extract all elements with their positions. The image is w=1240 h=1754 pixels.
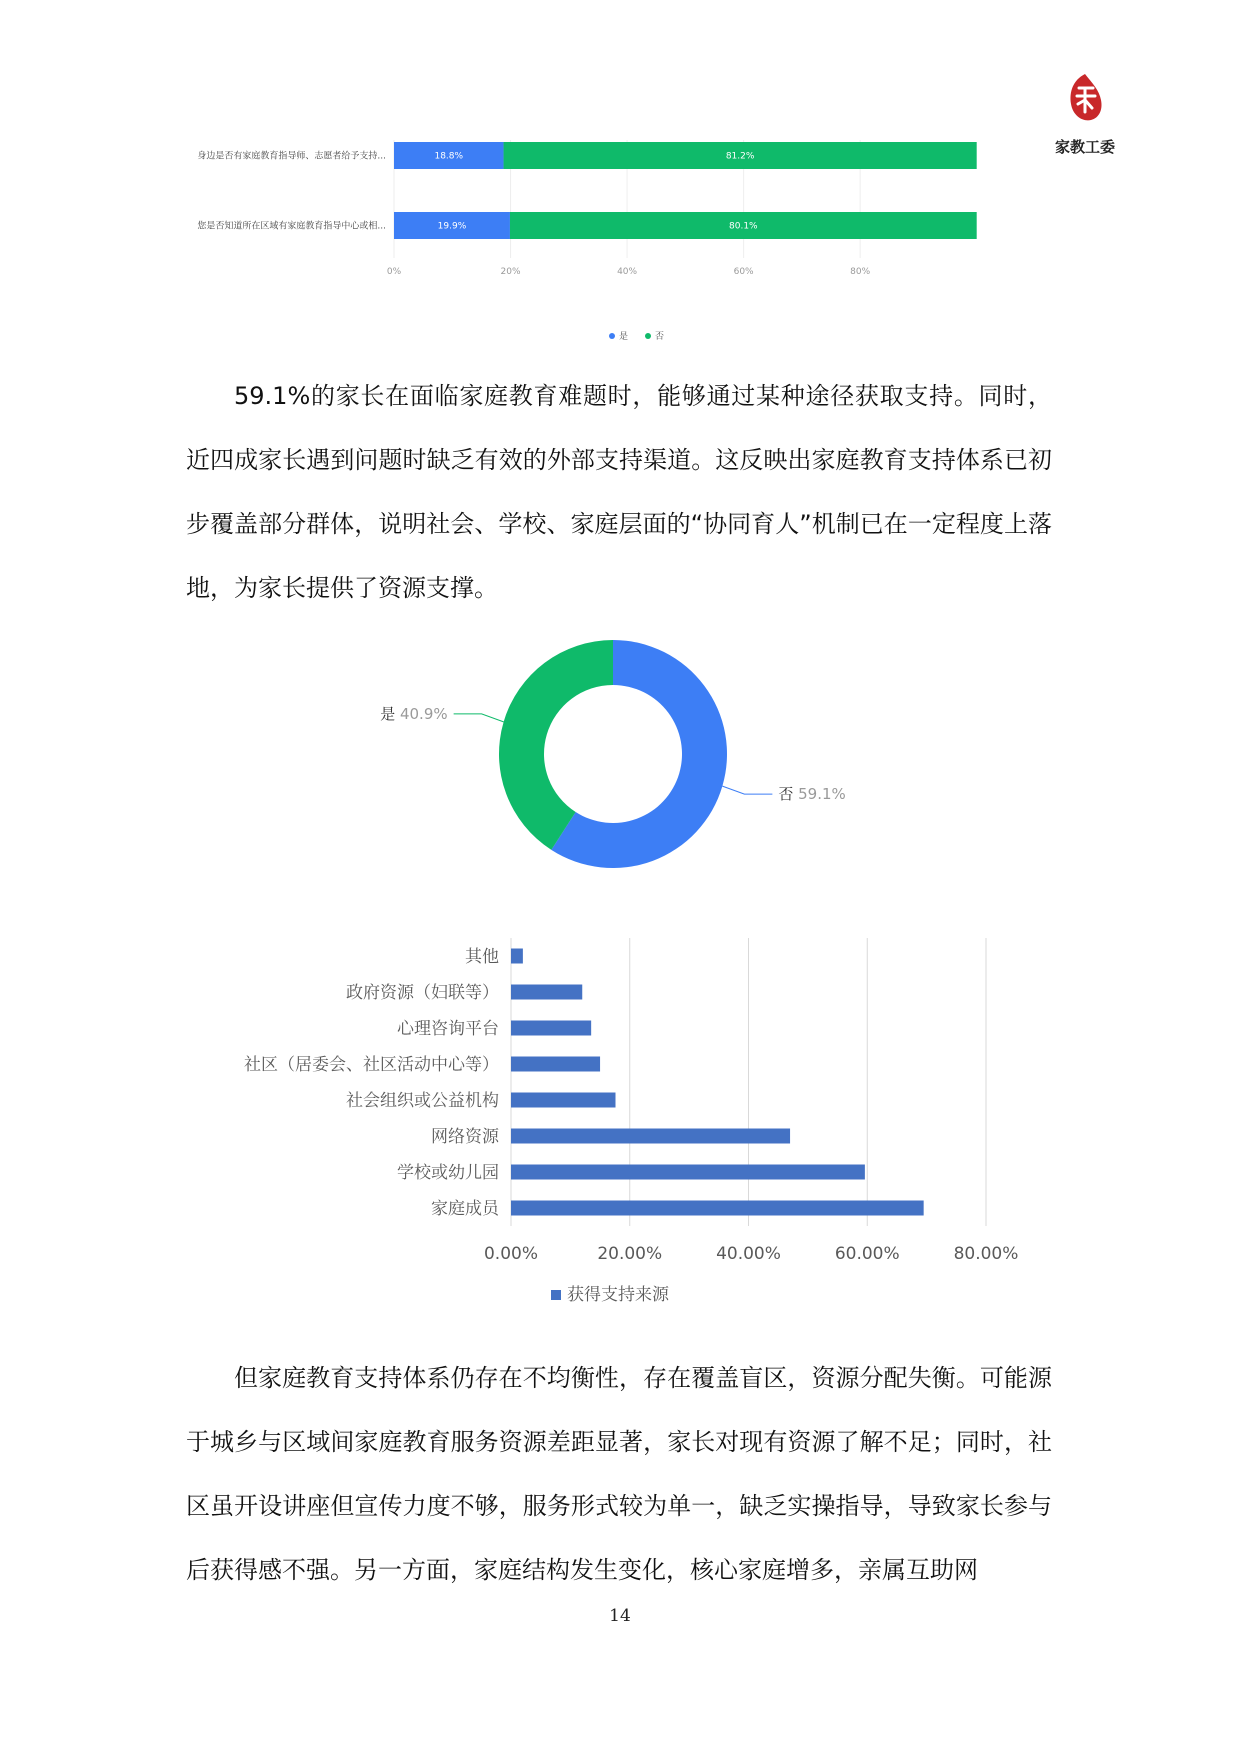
legend-label: 获得支持来源 bbox=[567, 1285, 669, 1305]
x-tick-label: 0.00% bbox=[483, 1244, 539, 1264]
bar bbox=[511, 1201, 924, 1216]
legend-marker bbox=[551, 1290, 561, 1300]
logo-text: 家教工委 bbox=[1054, 138, 1115, 156]
paragraph-2: 但家庭教育支持体系仍存在不均衡性，存在覆盖盲区，资源分配失衡。可能源于城乡与区域间家庭教育服务资源差距显著，家长对现有资源了解不足；同时，社区虽开设讲座但宣传力度不够，服务形式较为单一，缺乏实操指导，导致家长参与后获得感不强。另一方面，家庭结构发生变化，核心家庭增多，亲属互助网 bbox=[186, 1364, 1052, 1584]
bar bbox=[511, 1057, 600, 1072]
category-label: 学校或幼儿园 bbox=[397, 1163, 499, 1183]
legend-marker bbox=[645, 333, 651, 339]
stacked-bar-chart bbox=[180, 140, 1040, 350]
x-tick-label: 60% bbox=[733, 267, 754, 277]
category-label: 社区（居委会、社区活动中心等） bbox=[244, 1055, 499, 1075]
legend-marker bbox=[609, 333, 615, 339]
logo bbox=[1040, 72, 1130, 157]
donut-slice bbox=[499, 640, 613, 850]
leader-line bbox=[454, 714, 504, 722]
x-tick-label: 80% bbox=[850, 267, 871, 277]
category-label: 网络资源 bbox=[431, 1127, 499, 1147]
bar bbox=[511, 1093, 616, 1108]
donut-chart bbox=[380, 630, 860, 880]
data-label: 18.8% bbox=[434, 151, 464, 162]
category-label: 身边是否有家庭教育指导师、志愿者给予支持... bbox=[197, 151, 386, 162]
category-label: 其他 bbox=[465, 947, 499, 967]
legend-label: 否 bbox=[655, 332, 665, 342]
bar bbox=[511, 1129, 790, 1144]
leader-line bbox=[722, 786, 772, 794]
page-number: 14 bbox=[609, 1606, 631, 1626]
data-label: 81.2% bbox=[725, 151, 755, 162]
category-label: 家庭成员 bbox=[431, 1199, 499, 1219]
x-tick-label: 40% bbox=[617, 267, 638, 277]
logo-seal-icon bbox=[1065, 72, 1105, 124]
category-label: 社会组织或公益机构 bbox=[346, 1091, 499, 1111]
legend-label: 是 bbox=[619, 332, 629, 342]
bar bbox=[511, 949, 523, 964]
slice-label: 否 59.1% bbox=[778, 785, 846, 804]
data-label: 80.1% bbox=[729, 221, 758, 232]
bar bbox=[511, 1021, 591, 1036]
bar bbox=[511, 985, 582, 1000]
bar bbox=[511, 1165, 865, 1180]
x-tick-label: 60.00% bbox=[834, 1244, 900, 1264]
slice-label: 是 40.9% bbox=[380, 704, 448, 723]
support-source-bar-chart bbox=[200, 930, 1060, 1310]
category-label: 心理咨询平台 bbox=[397, 1019, 499, 1039]
category-label: 政府资源（妇联等） bbox=[346, 983, 499, 1003]
x-tick-label: 20% bbox=[500, 267, 521, 277]
paragraph-1: 59.1%的家长在面临家庭教育难题时，能够通过某种途径获取支持。同时，近四成家长遇到问题时缺乏有效的外部支持渠道。这反映出家庭教育支持体系已初步覆盖部分群体，说明社会、学校、家庭层面的“协同育人”机制已在一定程度上落地，为家长提供了资源支撑。 bbox=[186, 382, 1052, 602]
data-label: 19.9% bbox=[437, 221, 467, 232]
x-tick-label: 20.00% bbox=[597, 1244, 663, 1264]
x-tick-label: 0% bbox=[386, 267, 402, 277]
category-label: 您是否知道所在区域有家庭教育指导中心或相... bbox=[197, 221, 386, 232]
x-tick-label: 80.00% bbox=[953, 1244, 1019, 1264]
x-tick-label: 40.00% bbox=[716, 1244, 781, 1264]
